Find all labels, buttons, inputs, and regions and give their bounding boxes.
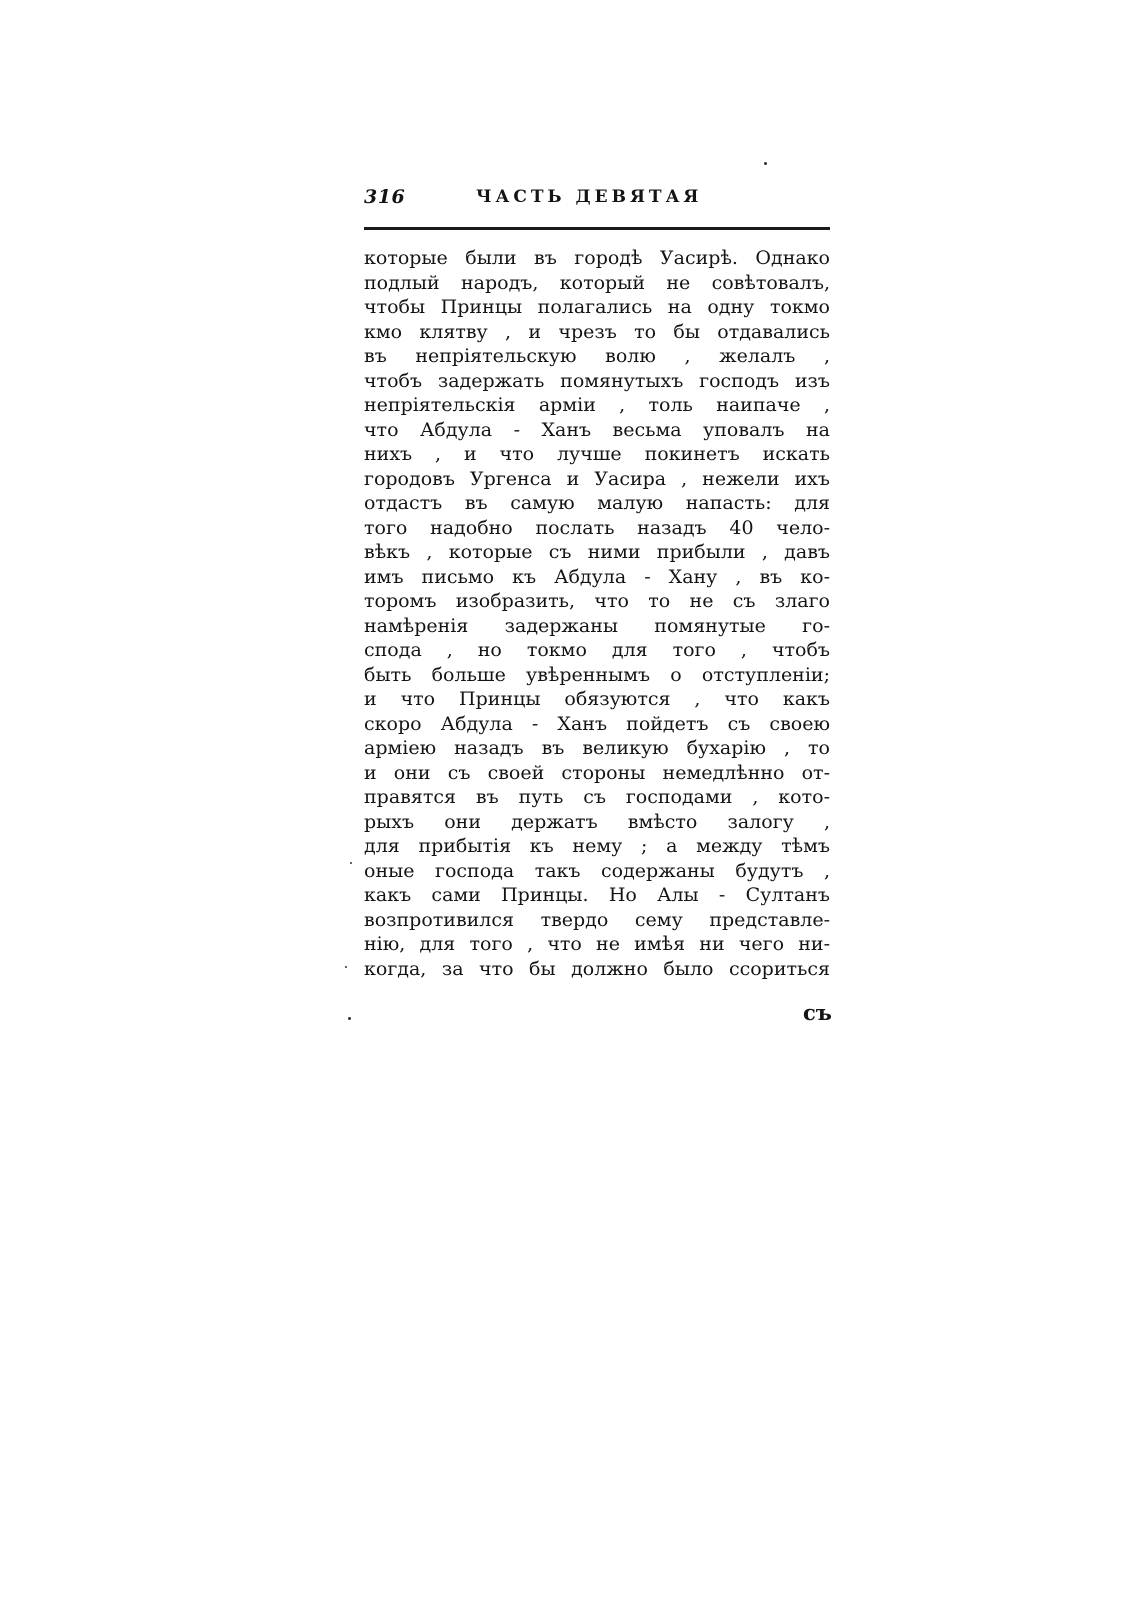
text-line: арміею назадъ въ великую бухарію , то [364,737,830,759]
text-line: нію, для того , что не имѣя ни чего ни- [364,933,830,955]
text-line: скоро Абдула - Ханъ пойдетъ съ своею [364,712,830,735]
print-speck [348,1017,351,1020]
text-line: чтобъ задержать помянутыхъ господъ изъ [364,369,830,392]
text-line: правятся въ путь съ господами , кото- [364,786,830,808]
text-line: вѣкъ , которые съ ними прибыли , давъ [364,541,830,563]
print-speck [350,862,352,864]
page-number: 316 [364,186,406,208]
text-line: которые были въ городѣ Уасирѣ. Однако [364,247,830,269]
text-line: нихъ , и что лучше покинетъ искать [364,443,830,465]
text-line: что Абдула - Ханъ весьма уповалъ на [364,418,830,441]
text-line: какъ сами Принцы. Но Алы - Султанъ [364,884,830,906]
text-line: для прибытія къ нему ; а между тѣмъ [364,835,830,857]
text-line: и что Принцы обязуются , что какъ [364,688,830,710]
page-header [364,186,830,216]
text-line: городовъ Ургенса и Уасира , нежели ихъ [364,467,830,490]
running-head: ЧАСТЬ ДЕВЯТАЯ [476,187,703,207]
body-text [364,246,830,981]
text-line: быть больше увѣреннымъ о отступленіи; [364,663,830,686]
text-line: и они съ своей стороны немедлѣнно от- [364,761,830,784]
text-line: непріятельскія арміи , толь наипаче , [364,394,830,416]
print-speck [345,966,347,968]
print-speck [764,162,767,165]
text-line: намѣренія задержаны помянутые го- [364,614,830,637]
text-line: возпротивился твердо сему представле- [364,908,830,931]
text-line: подлый народъ, который не совѣтовалъ, [364,271,830,294]
text-line: чтобы Принцы полагались на одну токмо [364,296,830,318]
text-line: отдастъ въ самую малую напасть: для [364,492,830,514]
text-line: рыхъ они держатъ вмѣсто залогу , [364,810,830,833]
catchword: съ [803,1000,832,1025]
text-line: въ непріятельскую волю , желалъ , [364,345,830,367]
text-line: торомъ изобразить, что то не съ злаго [364,590,830,612]
text-line: того надобно послать назадъ 40 чело- [364,516,830,539]
text-line: имъ письмо къ Абдула - Хану , въ ко- [364,565,830,588]
header-rule [364,227,830,230]
text-line: кмо клятву , и чрезъ то бы отдавались [364,320,830,343]
text-line: оные господа такъ содержаны будутъ , [364,859,830,882]
text-line: когда, за что бы должно было ссориться [364,957,830,980]
text-line: спода , но токмо для того , чтобъ [364,639,830,661]
